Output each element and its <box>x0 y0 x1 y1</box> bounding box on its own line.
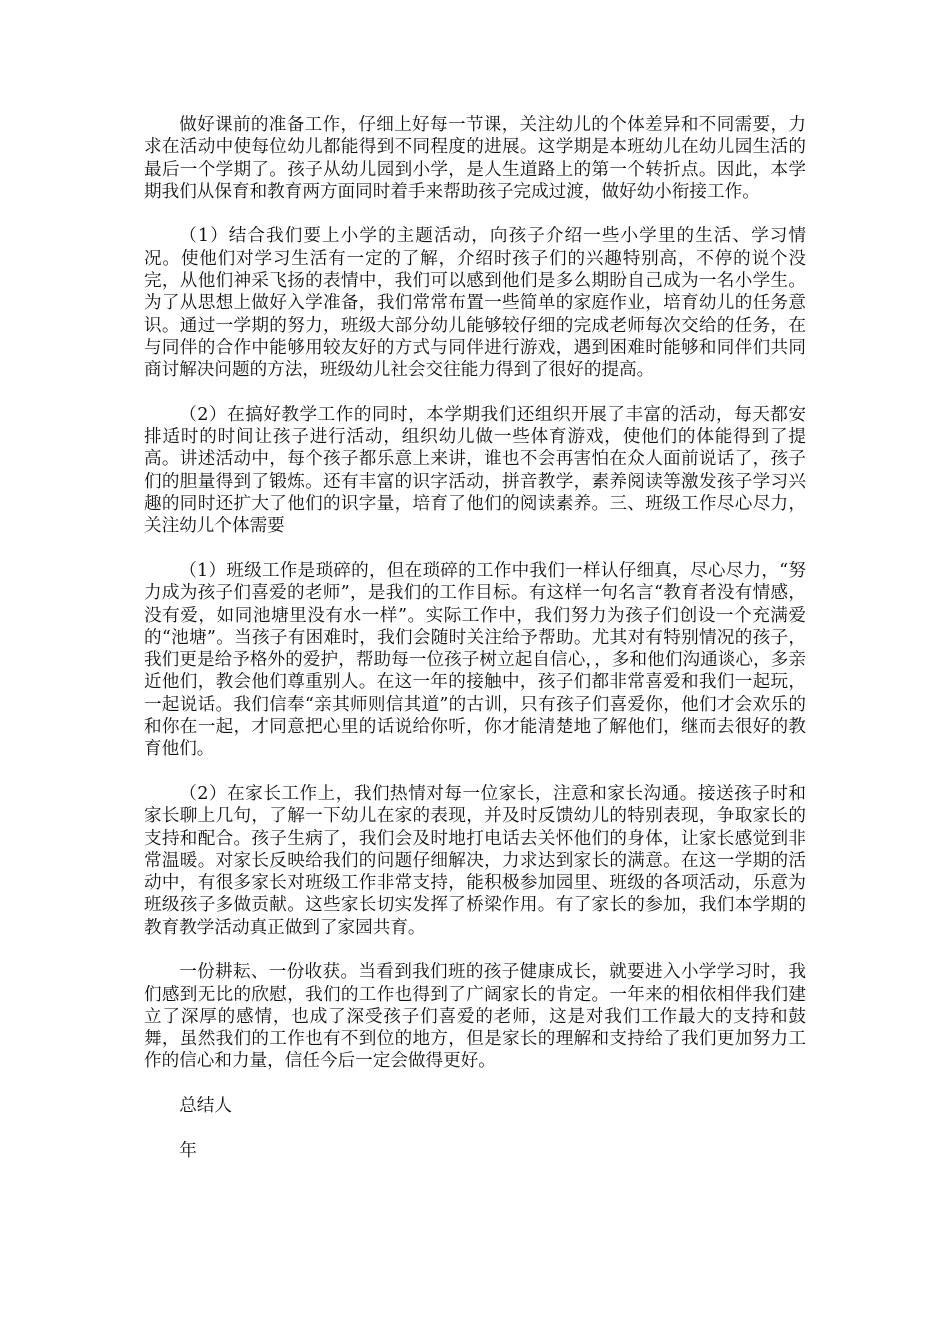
paragraph-conclusion: 一份耕耘、一份收获。当看到我们班的孩子健康成长，就要进入小学学习时，我们感到无比的欣慰，我们的工作也得到了广阔家长的肯定。一年来的相依相伴我们建立了深厚的感情，也成了深受孩子们喜爱的老师，这是对我们工作最大的支持和鼓舞，虽然我们的工作也有不到位的地方，但是家长的理解和支持给了我们更加努力工作的信心和力量，信任今后一定会做得更好。 <box>144 962 806 1072</box>
paragraph-intro: 做好课前的准备工作，仔细上好每一节课，关注幼儿的个体差异和不同需要，力求在活动中使每位幼儿都能得到不同程度的进展。这学期是本班幼儿在幼儿园生活的最后一个学期了。孩子从幼儿园到小学，是人生道路上的第一个转折点。因此，本学期我们从保育和教育两方面同时着手来帮助孩子完成过渡，做好幼小衔接工作。 <box>144 115 806 202</box>
paragraph-item-1b: （1）班级工作是琐碎的，但在琐碎的工作中我们一样认仔细真，尽心尽力，“努力成为孩子们喜爱的老师”，是我们的工作目标。有这样一句名言“教育者没有情感，没有爱，如同池塘里没有水一样”。实际工作中，我们努力为孩子们创设一个充满爱的“池塘”。当孩子有困难时，我们会随时关注给予帮助。尤其对有特别情况的孩子，我们更是给予格外的爱护，帮助每一位孩子树立起自信心，，多和他们沟通谈心，多亲近他们，教会他们尊重别人。在这一年的接触中，孩子们都非常喜爱和我们一起玩，一起说话。我们信奉“亲其师则信其道”的古训，只有孩子们喜爱你，他们才会欢乐的和你在一起，才同意把心里的话说给你听，你才能清楚地了解他们，继而去很好的教育他们。 <box>144 560 806 760</box>
paragraph-item-2b: （2）在家长工作上，我们热情对每一位家长，注意和家长沟通。接送孩子时和家长聊上几句，了解一下幼儿在家的表现，并及时反馈幼儿的特别表现，争取家长的支持和配合。孩子生病了，我们会及时地打电话去关怀他们的身体，让家长感觉到非常温暖。对家长反映给我们的问题仔细解决，力求达到家长的满意。在这一学期的活动中，有很多家长对班级工作非常支持，能积极参加园里、班级的各项活动，乐意为班级孩子多做贡献。这些家长切实发挥了桥梁作用。有了家长的参加，我们本学期的教育教学活动真正做到了家园共育。 <box>144 783 806 938</box>
paragraph-item-2a: （2）在搞好教学工作的同时，本学期我们还组织开展了丰富的活动，每天都安排适时的时间让孩子进行活动，组织幼儿做一些体育游戏，使他们的体能得到了提高。讲述活动中，每个孩子都乐意上来讲，谁也不会再害怕在众人面前说话了，孩子们的胆量得到了锻炼。还有丰富的识字活动，拼音教学，素养阅读等激发孩子学习兴趣的同时还扩大了他们的识字量，培育了他们的阅读素养。三、班级工作尽心尽力，关注幼儿个体需要 <box>144 404 806 537</box>
year-label: 年 <box>179 1140 197 1161</box>
document-page <box>144 114 806 1184</box>
paragraph-item-1a: （1）结合我们要上小学的主题活动，向孩子介绍一些小学里的生活、学习情况。使他们对学习生活有一定的了解，介绍时孩子们的兴趣特别高，不停的说个没完，从他们神采飞扬的表情中，我们可以感到他们是多么期盼自己成为一名小学生。为了从思想上做好入学准备，我们常常布置一些简单的家庭作业，培育幼儿的任务意识。通过一学期的努力，班级大部分幼儿能够较仔细的完成老师每次交给的任务，在与同伴的合作中能够用较友好的方式与同伴进行游戏，遇到困难时能够和同伴们共同商讨解决问题的方法，班级幼儿社会交往能力得到了很好的提高。 <box>144 226 806 381</box>
author-label: 总结人 <box>179 1096 232 1117</box>
